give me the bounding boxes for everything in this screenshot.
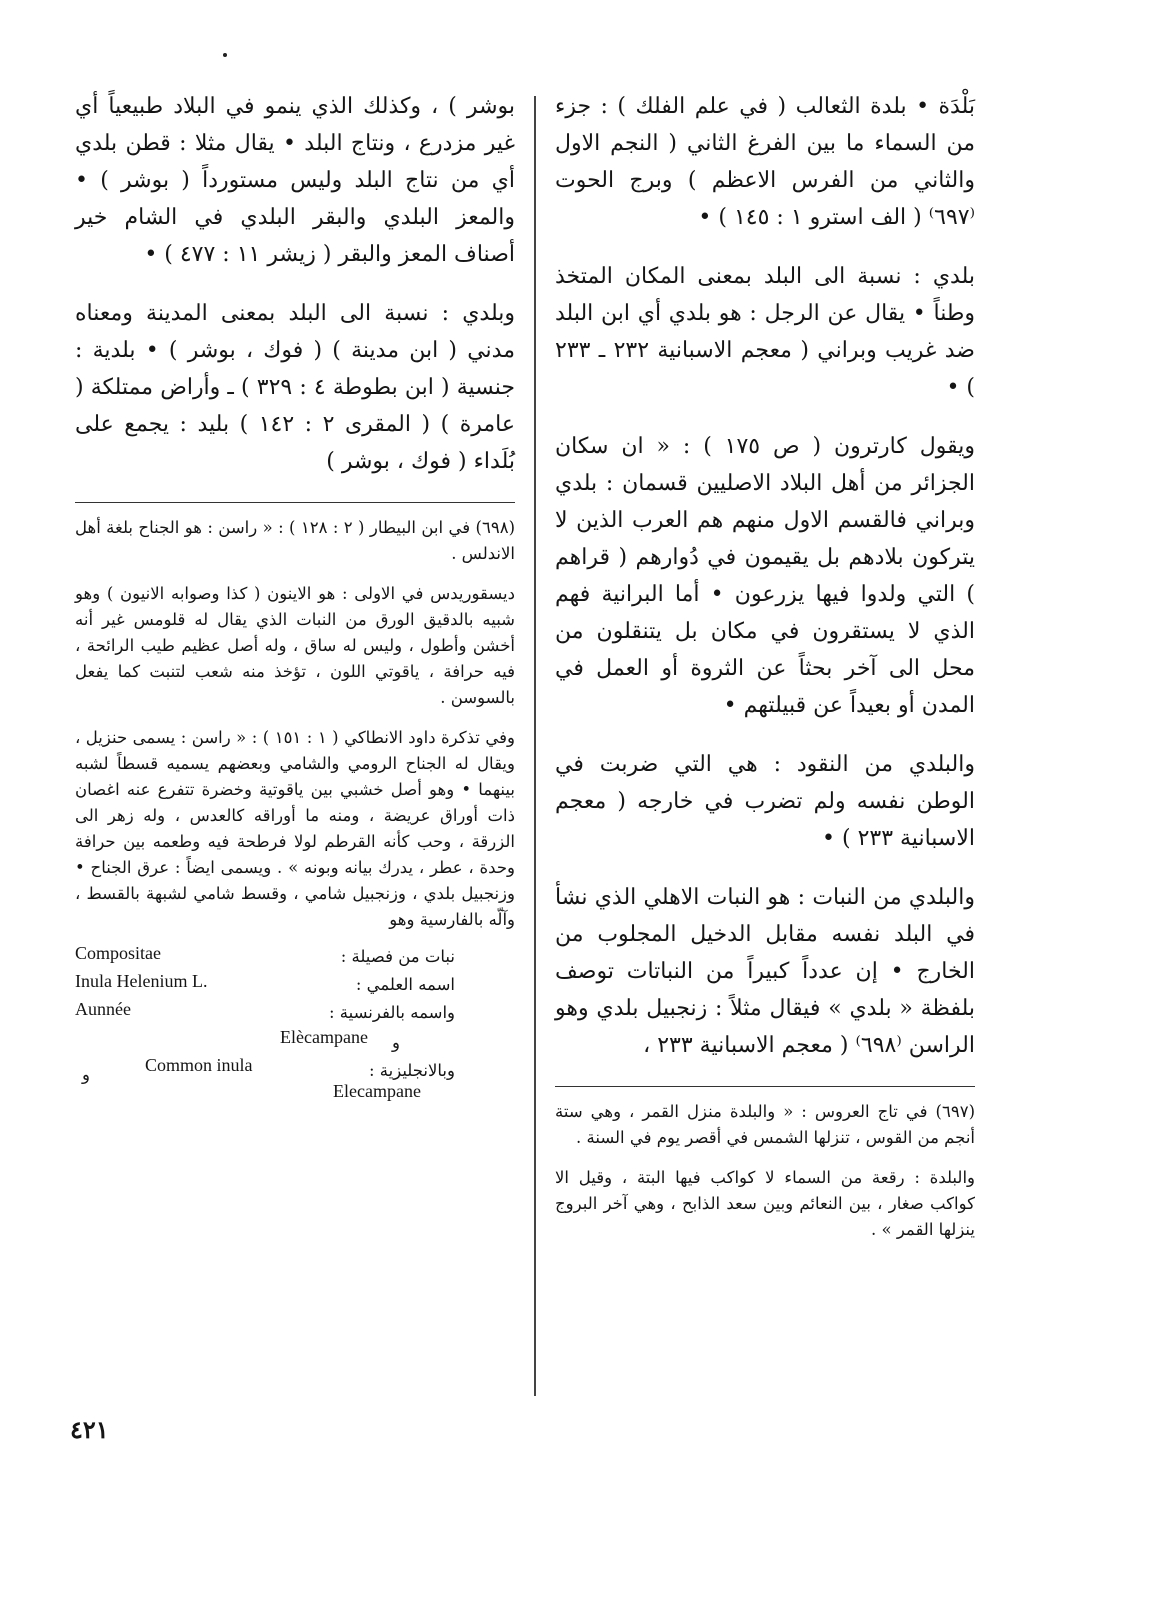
french-connector: و bbox=[392, 1033, 400, 1052]
right-column bbox=[555, 88, 975, 1257]
entry-baladi-homeland: بلدي : نسبة الى البلد بمعنى المكان المتخذ وطناً • يقال عن الرجل : هو بلدي أي ابن البلد ضد غريب وبراني ( معجم الاسبانية ٢٣٢ ـ ٢٣٣ ) • bbox=[555, 264, 975, 400]
english-label: وبالانجليزية : bbox=[368, 1061, 455, 1080]
entry-baladi-city: وبلدي : نسبة الى البلد بمعنى المدينة ومعناه مدني ( ابن مدينة ) ( فوك ، بوشر ) • بلدية : جنسية ( ابن بطوطة ٤ : ٣٢٩ ) ـ وأراض ممتلكة ( عامرة ) ( المقرى ٢ : ١٤٢ ) بليد : يجمع على بُلَداء ( فوك ، بوشر ) bbox=[75, 301, 515, 474]
footnote-rule bbox=[75, 502, 515, 503]
english-connector: و bbox=[82, 1065, 90, 1084]
column-divider bbox=[534, 96, 536, 1396]
french-value-1: Aunnée bbox=[75, 999, 131, 1019]
stray-ink-dot bbox=[223, 53, 227, 57]
footnote-697: (٦٩٧) في تاج العروس : « والبلدة منزل القمر ، وهي ستة أنجم من القوس ، تنزلها الشمس في أقصر يوم في السنة . bbox=[555, 1102, 975, 1147]
entry-carteron-quote: ويقول كارترون ( ص ١٧٥ ) : « ان سكان الجزائر من أهل البلاد الاصليين قسمان : بلدي وبراني فالقسم الاول منهم هم العرب الذين لا يتركون بلادهم بل يقيمون في دُوارهم ( قراهم ) التي ولدوا فيها يزرعون • أما البرانية فهم الذي لا يستقرون في مكان بل يتنقلون من محل الى آخر بحثاً عن الثروة أو العمل في المدن أو بعيداً عن قبيلتهم • bbox=[555, 434, 975, 718]
entry-bushar-continued: بوشر ) ، وكذلك الذي ينمو في البلاد طبيعياً أي غير مزدرع ، ونتاج البلد • يقال مثلا : قطن بلدي أي من نتاج البلد وليس مستورداً ( بوشر ) • والمعز البلدي والبقر البلدي في الشام خير أصناف المعز والبقر ( زيشر ١١ : ٤٧٧ ) • bbox=[75, 94, 515, 267]
scientific-label: اسمه العلمي : bbox=[355, 975, 455, 994]
footnote-rule bbox=[555, 1086, 975, 1087]
footnote-697-continued: والبلدة : رقعة من السماء لا كواكب فيها البتة ، وقيل الا كواكب صغار ، بين النعائم وبين سعد الذابح ، وهي آخر البروج ينزلها القمر » . bbox=[555, 1168, 975, 1239]
left-column bbox=[75, 88, 515, 1101]
family-value: Compositae bbox=[75, 943, 161, 963]
footnote-698: (٦٩٨) في ابن البيطار ( ٢ : ١٢٨ ) : « راسن : هو الجناح بلغة أهل الاندلس . bbox=[75, 518, 515, 563]
footnote-698-dioscorides: ديسقوريدس في الاولى : هو الاينون ( كذا وصوابه الانيون ) وهو شبيه بالدقيق الورق من النبات الذي يقال له قلومس غير أنه أخشن وأطول ، وليس له ساق ، وله أصل عظيم طيب الرائحة ، فيه حرافة ، ياقوتي اللون ، تؤخذ منه شعب لتنبت كما يفعل بالسوسن . bbox=[75, 584, 515, 707]
footnote-698-antaki: وفي تذكرة داود الانطاكي ( ١ : ١٥١ ) : « راسن : يسمى حنزيل ، ويقال له الجناح الرومي والشامي وبعضهم يسميه قسطاً لشبه بينهما • وهو أصل خشبي بين ياقوتية وخضرة تتفرع عنه اغصان ذات أوراق عريضة ، ومنه ما أوراقه كالعدس ، وله زهر الى الزرقة ، وحب كأنه القرطم لولا فرطحة فيه وطعمه بين حرافة وحدة ، عطر ، يدرك بيانه وبونه » . ويسمى ايضاً : عرق الجناح • وزنجبيل بلدي ، وزنجبيل شامي ، وقسط شامي لشبهة بالقسط ، وآلّه بالفارسية وهو bbox=[75, 728, 515, 929]
french-label: واسمه بالفرنسية : bbox=[328, 1003, 455, 1022]
english-value-1: Common inula bbox=[145, 1055, 253, 1075]
entry-baladi-plants: والبلدي من النبات : هو النبات الاهلي الذي نشأ في البلد نفسه مقابل الدخيل المجلوب من الخارج • إن عدداً كبيراً من النباتات توصف بلفظة « بلدي » فيقال مثلاً : زنجبيل بلدي وهو الراسن ⁽٦٩٨⁾ ( معجم الاسبانية ٢٣٣ ، bbox=[555, 885, 975, 1058]
english-value-2: Elecampane bbox=[333, 1081, 421, 1101]
french-value-2: Elècampane bbox=[280, 1027, 368, 1047]
entry-baladi-coins: والبلدي من النقود : هي التي ضربت في الوطن نفسه ولم تضرب في خارجه ( معجم الاسبانية ٢٣٣ ) • bbox=[555, 752, 975, 851]
botanical-names bbox=[75, 943, 515, 1101]
entry-baldat: بَلْدَة • بلدة الثعالب ( في علم الفلك ) : جزء من السماء ما بين الفرغ الثاني ( النجم الاول والثاني من الفرس الاعظم ) وبرج الحوت ⁽٦٩٧⁾ ( الف استرو ١ : ١٤٥ ) • bbox=[555, 94, 975, 230]
scientific-value: Inula Helenium L. bbox=[75, 971, 208, 991]
family-label: نبات من فصيلة : bbox=[340, 947, 455, 966]
page-number: ٤٢١ bbox=[70, 1415, 109, 1444]
